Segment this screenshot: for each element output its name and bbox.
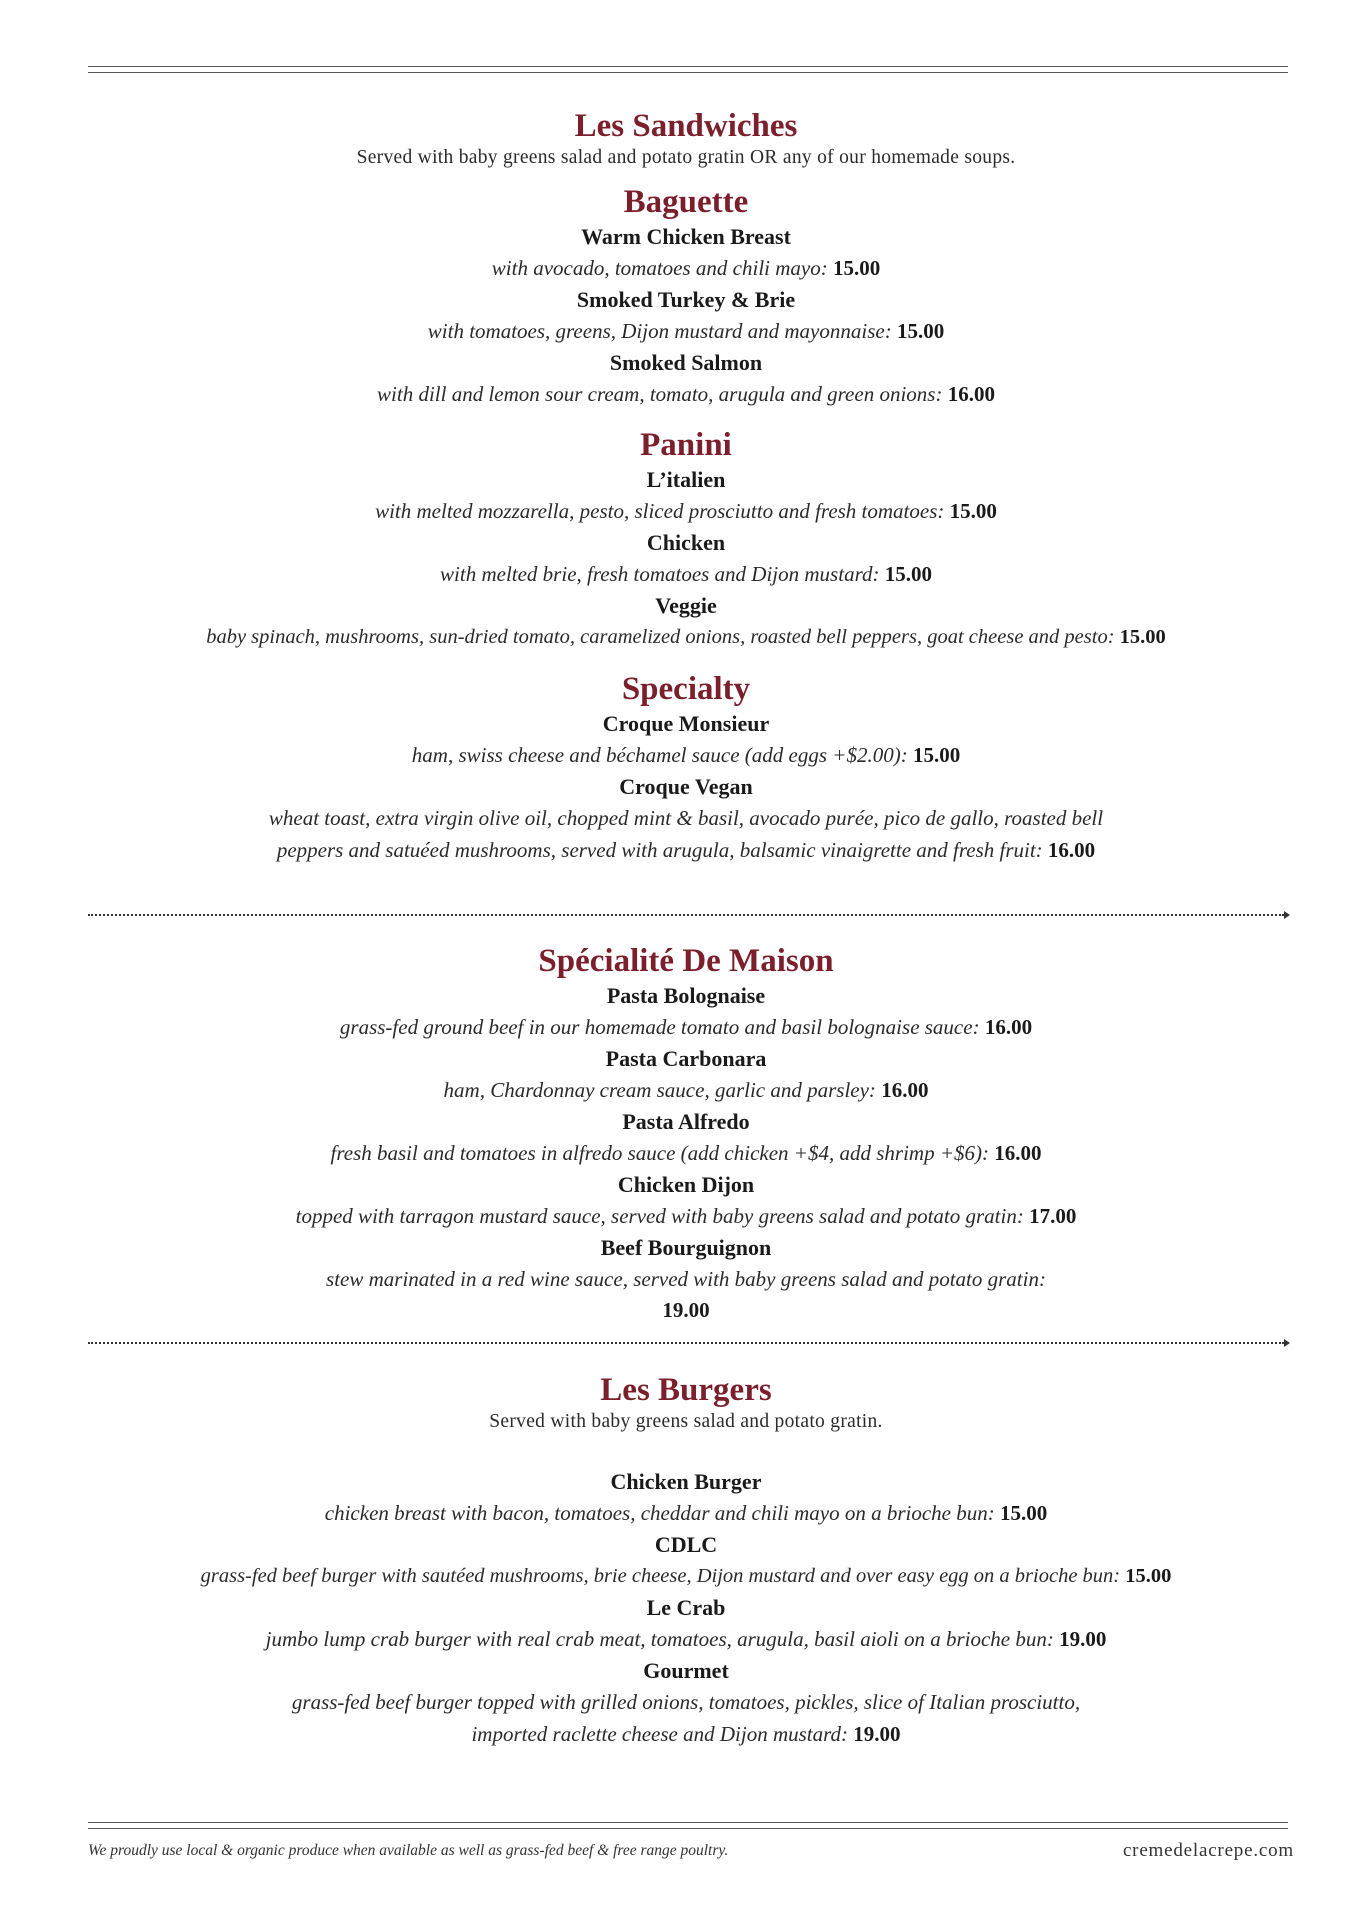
maison-section xyxy=(50,942,1322,1325)
section-intro: Served with baby greens salad and potato gratin OR any of our homemade soups. xyxy=(356,147,1016,168)
subsection-title: Panini xyxy=(640,427,732,463)
website-link[interactable]: cremedelacrepe.com xyxy=(1122,1840,1294,1861)
menu-item-name: CDLC xyxy=(654,1532,718,1557)
sandwiches-section xyxy=(50,108,1322,172)
menu-item-price: 16.00 xyxy=(984,1015,1033,1039)
menu-item-name: Croque Monsieur xyxy=(602,711,770,736)
burgers-section xyxy=(50,1372,1322,1436)
menu-item-description: chicken breast with bacon, tomatoes, cheddar and chili mayo on a brioche bun: 15.00 xyxy=(324,1501,1048,1525)
menu-item-name: Pasta Carbonara xyxy=(605,1046,767,1071)
menu-item-description: with melted mozzarella, pesto, sliced prosciutto and fresh tomatoes: 15.00 xyxy=(375,499,997,523)
menu-item-price: 16.00 xyxy=(994,1141,1042,1165)
section-intro: Served with baby greens salad and potato gratin. xyxy=(489,1411,883,1432)
menu-item-price: 19.00 xyxy=(853,1722,901,1746)
menu-item-price: 16.00 xyxy=(881,1078,929,1102)
menu-item-description: grass-fed beef burger with sautéed mushrooms, brie cheese, Dijon mustard and over easy egg on a brioche bun: 15.00 xyxy=(200,1565,1172,1587)
menu-item-description: with melted brie, fresh tomatoes and Dijon mustard: 15.00 xyxy=(440,562,932,586)
menu-item-name: Beef Bourguignon xyxy=(600,1235,772,1260)
menu-item-description: with avocado, tomatoes and chili mayo: 15.00 xyxy=(491,256,881,280)
menu-item-name: Pasta Alfredo xyxy=(622,1109,750,1134)
menu-item-price: 15.00 xyxy=(884,562,932,586)
section-title: Les Burgers xyxy=(600,1372,772,1408)
subsection-title: Specialty xyxy=(621,671,751,707)
panini-section xyxy=(50,426,1322,653)
menu-item-description: ham, swiss cheese and béchamel sauce (add eggs +$2.00): 15.00 xyxy=(411,743,961,767)
menu-item-price: 17.00 xyxy=(1029,1204,1077,1228)
menu-item-name: Gourmet xyxy=(643,1658,729,1683)
menu-item-name: Chicken xyxy=(646,530,726,555)
menu-item-name: Chicken Burger xyxy=(610,1469,762,1494)
menu-item-name: Veggie xyxy=(655,593,717,618)
menu-item-price: 16.00 xyxy=(1047,838,1096,862)
menu-item-description: jumbo lump crab burger with real crab meat, tomatoes, arugula, basil aioli on a brioche bun: 19.00 xyxy=(265,1627,1107,1651)
menu-item-description: stew marinated in a red wine sauce, served with baby greens salad and potato gratin: xyxy=(326,1267,1046,1291)
menu-item-description: grass-fed beef burger topped with grilled onions, tomatoes, pickles, slice of Italian prosciutto, xyxy=(291,1690,1081,1714)
dotted-divider xyxy=(88,1342,1284,1344)
menu-item-description: grass-fed ground beef in our homemade tomato and basil bolognaise sauce: 16.00 xyxy=(339,1015,1033,1039)
menu-item-price: 15.00 xyxy=(999,1501,1048,1525)
menu-item-description: fresh basil and tomatoes in alfredo sauce (add chicken +$4, add shrimp +$6): 16.00 xyxy=(330,1141,1042,1165)
dotted-divider xyxy=(88,914,1284,916)
menu-item-price: 15.00 xyxy=(1125,1565,1172,1587)
specialty-section xyxy=(50,670,1322,866)
menu-item-name: L’italien xyxy=(646,467,726,492)
menu-item-description: peppers and satuéed mushrooms, served with arugula, balsamic vinaigrette and fresh fruit: 16.00 xyxy=(276,838,1096,862)
menu-item-description: wheat toast, extra virgin olive oil, chopped mint & basil, avocado purée, pico de gallo, roasted bell xyxy=(268,806,1104,830)
menu-item-price: 15.00 xyxy=(1119,626,1166,648)
menu-item-name: Croque Vegan xyxy=(619,774,753,799)
menu-item-description: ham, Chardonnay cream sauce, garlic and parsley: 16.00 xyxy=(443,1078,929,1102)
menu-item-price: 16.00 xyxy=(947,382,995,406)
menu-item-description: imported raclette cheese and Dijon mustard: 19.00 xyxy=(471,1722,901,1746)
menu-item-price: 15.00 xyxy=(912,743,961,767)
menu-item-description: with tomatoes, greens, Dijon mustard and mayonnaise: 15.00 xyxy=(427,319,945,343)
menu-item-name: Pasta Bolognaise xyxy=(606,983,766,1008)
menu-item-name: Warm Chicken Breast xyxy=(581,224,791,249)
menu-item-name: Chicken Dijon xyxy=(617,1172,755,1197)
baguette-section xyxy=(50,183,1322,410)
section-title: Les Sandwiches xyxy=(574,108,798,144)
burgers-items xyxy=(50,1466,1322,1750)
menu-item-name: Smoked Turkey & Brie xyxy=(576,287,796,312)
subsection-title: Baguette xyxy=(623,184,749,220)
menu-item-price: 19.00 xyxy=(662,1298,710,1322)
footer-note: We proudly use local & organic produce when available as well as grass-fed beef & free range poultry. xyxy=(88,1842,729,1859)
menu-item-description: baby spinach, mushrooms, sun-dried tomato, caramelized onions, roasted bell peppers, goat cheese and pesto: 15.00 xyxy=(206,626,1166,648)
menu-item-price: 15.00 xyxy=(949,499,997,523)
menu-item-price: 15.00 xyxy=(896,319,945,343)
menu-item-price: 19.00 xyxy=(1059,1627,1107,1651)
menu-item-description: with dill and lemon sour cream, tomato, arugula and green onions: 16.00 xyxy=(377,382,995,406)
section-title: Spécialité De Maison xyxy=(538,943,834,979)
bottom-double-rule xyxy=(88,1822,1288,1829)
menu-item-name: Smoked Salmon xyxy=(609,350,763,375)
top-double-rule xyxy=(88,66,1288,73)
menu-item-name: Le Crab xyxy=(646,1595,726,1620)
menu-item-price: 15.00 xyxy=(832,256,881,280)
menu-item-description: topped with tarragon mustard sauce, served with baby greens salad and potato gratin: 17.00 xyxy=(295,1204,1077,1228)
